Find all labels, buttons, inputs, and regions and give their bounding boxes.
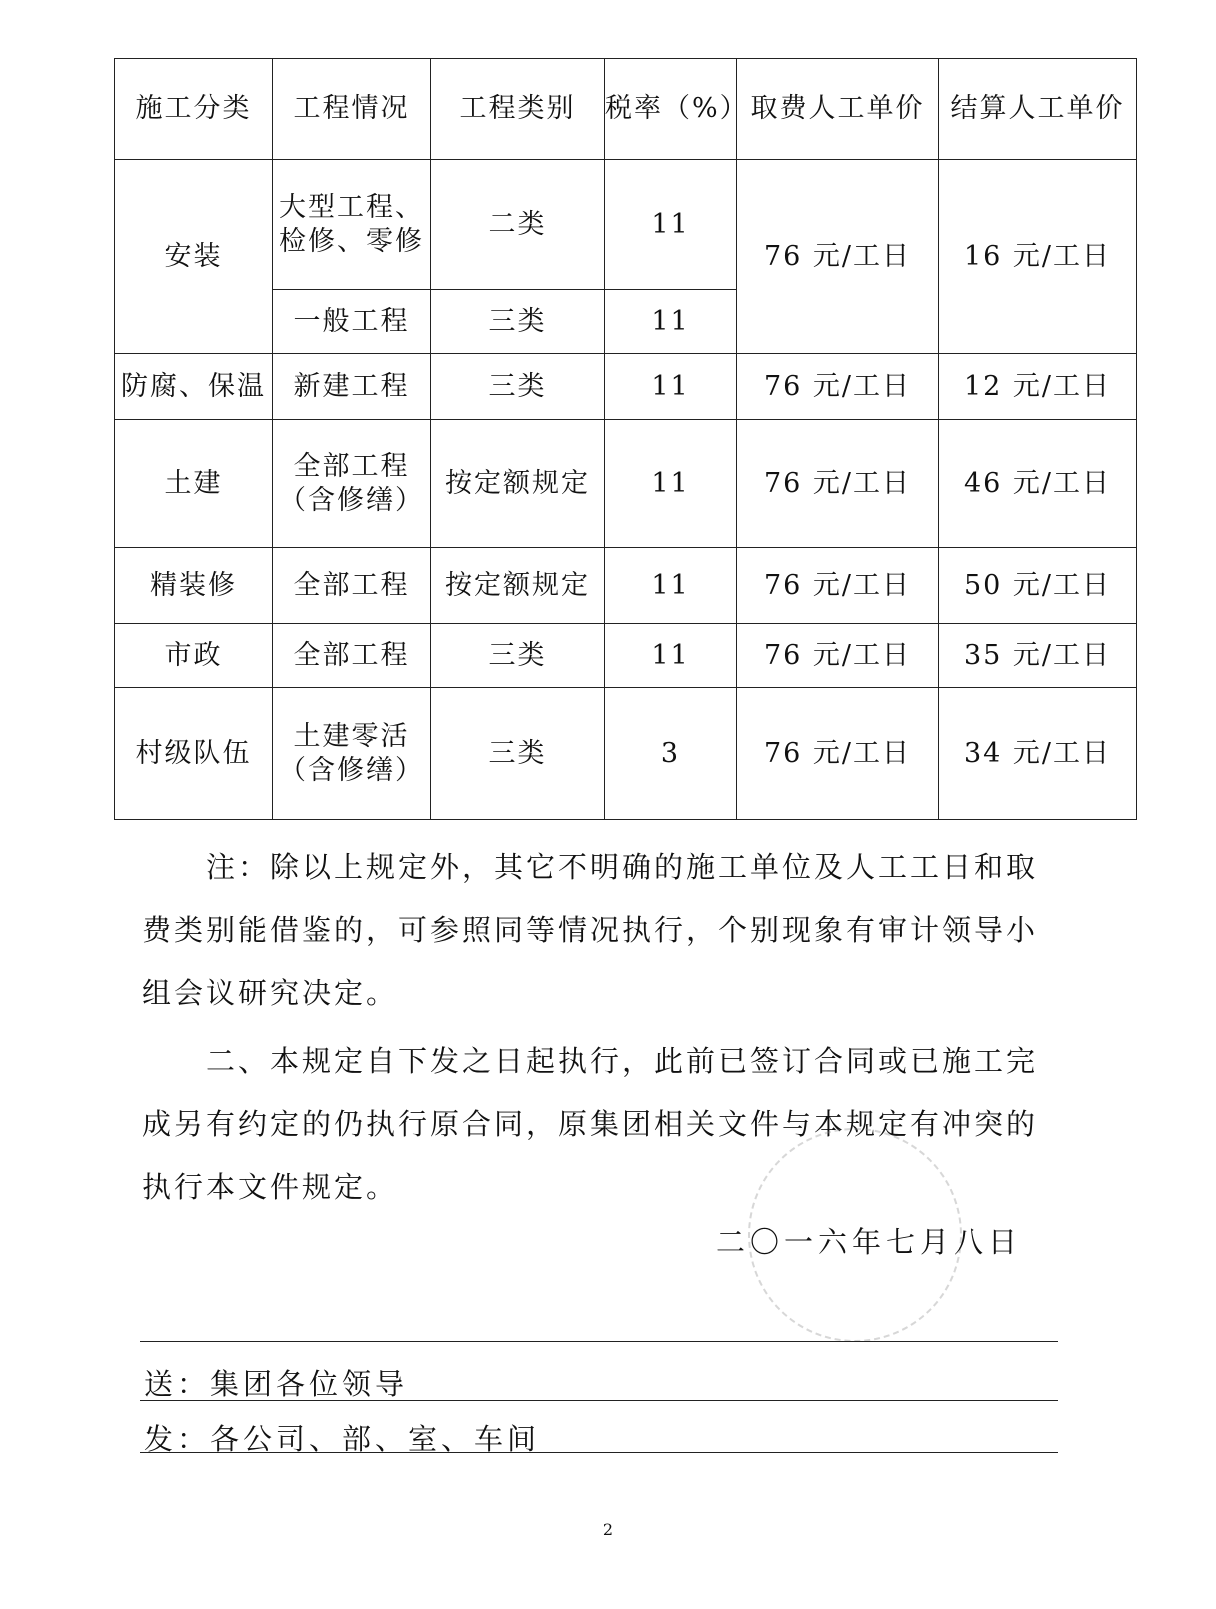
table-row xyxy=(115,420,1137,548)
header-cell: 取费人工单价 xyxy=(737,59,939,160)
header-cell: 工程类别 xyxy=(431,59,605,160)
situation-cell xyxy=(273,420,431,548)
situation-cell: 全部工程 xyxy=(273,624,431,688)
distribution-to: 送：集团各位领导 xyxy=(144,1367,409,1401)
table-row xyxy=(115,160,1137,290)
tax-cell: 11 xyxy=(605,160,737,290)
header-cell: 施工分类 xyxy=(115,59,273,160)
divider xyxy=(140,1341,1058,1342)
distribution-issue: 发：各公司、部、室、车间 xyxy=(144,1422,541,1456)
class-cell: 按定额规定 xyxy=(431,420,605,548)
situation-line: 检修、零修 xyxy=(279,225,424,257)
situation-line: 土建零活 xyxy=(293,720,410,752)
tax-cell: 11 xyxy=(605,420,737,548)
category-cell: 防腐、保温 xyxy=(115,354,273,420)
situation-cell xyxy=(273,160,431,290)
settle-price-cell: 12 元/工日 xyxy=(939,354,1137,420)
header-cell: 结算人工单价 xyxy=(939,59,1137,160)
issue-date: 二〇一六年七月八日 xyxy=(716,1225,1023,1259)
divider xyxy=(140,1400,1058,1401)
settle-price-cell: 16 元/工日 xyxy=(939,160,1137,354)
category-cell: 土建 xyxy=(115,420,273,548)
tax-cell: 11 xyxy=(605,548,737,624)
settle-price-cell: 46 元/工日 xyxy=(939,420,1137,548)
page-number: 2 xyxy=(602,1520,614,1539)
table-header-row xyxy=(115,59,1137,160)
class-cell: 二类 xyxy=(431,160,605,290)
category-cell: 村级队伍 xyxy=(115,688,273,820)
settle-price-cell: 34 元/工日 xyxy=(939,688,1137,820)
class-cell: 三类 xyxy=(431,290,605,354)
table-row xyxy=(115,354,1137,420)
clause-two-paragraph: 二、本规定自下发之日起执行，此前已签订合同或已施工完成另有约定的仍执行原合同，原集团相关文件与本规定有冲突的执行本文件规定。 xyxy=(142,1044,1039,1204)
divider xyxy=(140,1452,1058,1453)
category-cell: 安装 xyxy=(115,160,273,354)
fee-price-cell: 76 元/工日 xyxy=(737,548,939,624)
situation-line: 全部工程 xyxy=(293,450,410,482)
class-cell: 按定额规定 xyxy=(431,548,605,624)
fee-price-cell: 76 元/工日 xyxy=(737,688,939,820)
table-row xyxy=(115,624,1137,688)
situation-cell: 一般工程 xyxy=(273,290,431,354)
situation-cell: 全部工程 xyxy=(273,548,431,624)
tax-cell: 11 xyxy=(605,624,737,688)
class-cell: 三类 xyxy=(431,624,605,688)
fee-price-cell: 76 元/工日 xyxy=(737,420,939,548)
category-cell: 精装修 xyxy=(115,548,273,624)
class-cell: 三类 xyxy=(431,354,605,420)
tax-cell: 11 xyxy=(605,354,737,420)
table-row xyxy=(115,688,1137,820)
situation-line: 大型工程、 xyxy=(279,191,424,223)
tax-cell: 11 xyxy=(605,290,737,354)
situation-cell xyxy=(273,688,431,820)
fee-price-cell: 76 元/工日 xyxy=(737,624,939,688)
header-cell: 税率（%） xyxy=(605,59,737,160)
situation-cell: 新建工程 xyxy=(273,354,431,420)
category-cell: 市政 xyxy=(115,624,273,688)
note-paragraph: 注：除以上规定外，其它不明确的施工单位及人工工日和取费类别能借鉴的，可参照同等情况执行，个别现象有审计领导小组会议研究决定。 xyxy=(142,850,1039,1010)
situation-line: （含修缮） xyxy=(279,754,424,786)
settle-price-cell: 35 元/工日 xyxy=(939,624,1137,688)
table-row xyxy=(115,548,1137,624)
settle-price-cell: 50 元/工日 xyxy=(939,548,1137,624)
labor-price-table xyxy=(114,58,1137,820)
fee-price-cell: 76 元/工日 xyxy=(737,160,939,354)
tax-cell: 3 xyxy=(605,688,737,820)
fee-price-cell: 76 元/工日 xyxy=(737,354,939,420)
class-cell: 三类 xyxy=(431,688,605,820)
situation-line: （含修缮） xyxy=(279,484,424,516)
header-cell: 工程情况 xyxy=(273,59,431,160)
